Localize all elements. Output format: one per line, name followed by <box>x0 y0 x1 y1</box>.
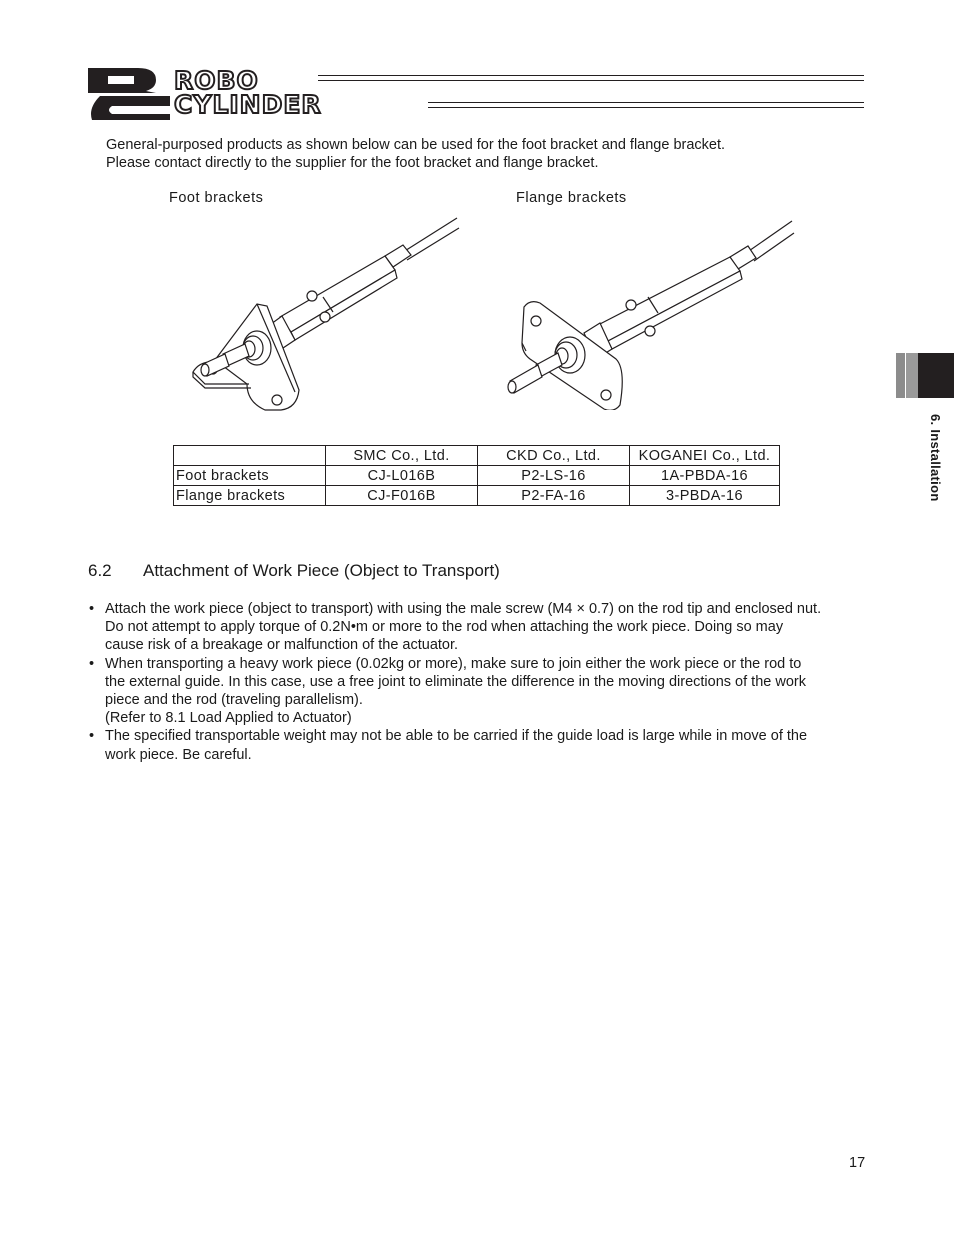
section-number: 6.2 <box>88 561 112 580</box>
table-cell: 3-PBDA-16 <box>630 486 780 506</box>
supplier-part-table <box>173 445 780 506</box>
logo-word-robo: ROBO <box>174 66 259 95</box>
bullet-line: The specified transportable weight may not be able to be carried if the guide load is large while in move of the <box>105 728 808 745</box>
list-item <box>88 727 878 763</box>
bullet-dot-icon: • <box>89 655 95 672</box>
header-rule-top-2 <box>318 80 864 81</box>
chapter-tab-block <box>918 353 954 398</box>
flange-brackets-label: Flange brackets <box>516 190 627 206</box>
table-cell: CJ-F016B <box>326 486 478 506</box>
header-rule-bottom-1 <box>428 102 864 103</box>
foot-brackets-label: Foot brackets <box>169 190 264 206</box>
table-header-row <box>174 446 780 466</box>
bullet-line: When transporting a heavy work piece (0.02kg or more), make sure to join either the work piece or the rod to <box>105 655 802 672</box>
list-item <box>88 600 878 655</box>
table-row <box>174 466 780 486</box>
table-cell: 1A-PBDA-16 <box>630 466 780 486</box>
table-cell: P2-FA-16 <box>478 486 630 506</box>
bullet-list <box>88 600 878 764</box>
bullet-dot-icon: • <box>89 601 95 617</box>
chapter-tab-stripe-light <box>896 353 905 398</box>
foot-bracket-illustration <box>185 212 470 422</box>
table-cell: P2-LS-16 <box>478 466 630 486</box>
flange-bracket-illustration <box>498 215 798 410</box>
table-header-cell <box>174 446 326 466</box>
logo-word-cylinder: CYLINDER <box>174 90 322 119</box>
header-rule-top-1 <box>318 75 864 76</box>
chapter-tab-stripe-mid <box>906 353 918 398</box>
table-header-cell: SMC Co., Ltd. <box>326 446 478 466</box>
page-number: 17 <box>849 1155 866 1171</box>
table-row <box>174 486 780 506</box>
table-header-cell: KOGANEI Co., Ltd. <box>630 446 780 466</box>
bullet-line: piece and the rod (traveling parallelism). <box>105 692 363 709</box>
intro-line-2: Please contact directly to the supplier for the foot bracket and flange bracket. <box>106 155 599 171</box>
section-title: Attachment of Work Piece (Object to Transport) <box>143 561 500 580</box>
bullet-line: work piece. Be careful. <box>105 746 252 763</box>
table-row-label: Flange brackets <box>174 486 326 506</box>
table-cell: CJ-L016B <box>326 466 478 486</box>
bullet-line: the external guide. In this case, use a free joint to eliminate the difference in the moving directions of the work <box>105 673 806 690</box>
table-header-cell: CKD Co., Ltd. <box>478 446 630 466</box>
intro-line-1: General-purposed products as shown below can be used for the foot bracket and flange bracket. <box>106 137 726 153</box>
chapter-tab-label: 6. Installation <box>928 414 943 502</box>
bullet-line: Attach the work piece (object to transport) with using the male screw (M4 × 0.7) on the rod tip and enclosed nut. <box>105 601 822 617</box>
list-item <box>88 655 878 728</box>
bullet-line: cause risk of a breakage or malfunction of the actuator. <box>105 637 459 654</box>
table-row-label: Foot brackets <box>174 466 326 486</box>
bullet-line: Do not attempt to apply torque of 0.2N•m or more to the rod when attaching the work piece. Doing so may <box>105 619 784 636</box>
rc-logo-mark <box>86 66 170 120</box>
bullet-dot-icon: • <box>89 728 95 745</box>
header-rule-bottom-2 <box>428 107 864 108</box>
bullet-line: (Refer to 8.1 Load Applied to Actuator) <box>105 710 352 727</box>
